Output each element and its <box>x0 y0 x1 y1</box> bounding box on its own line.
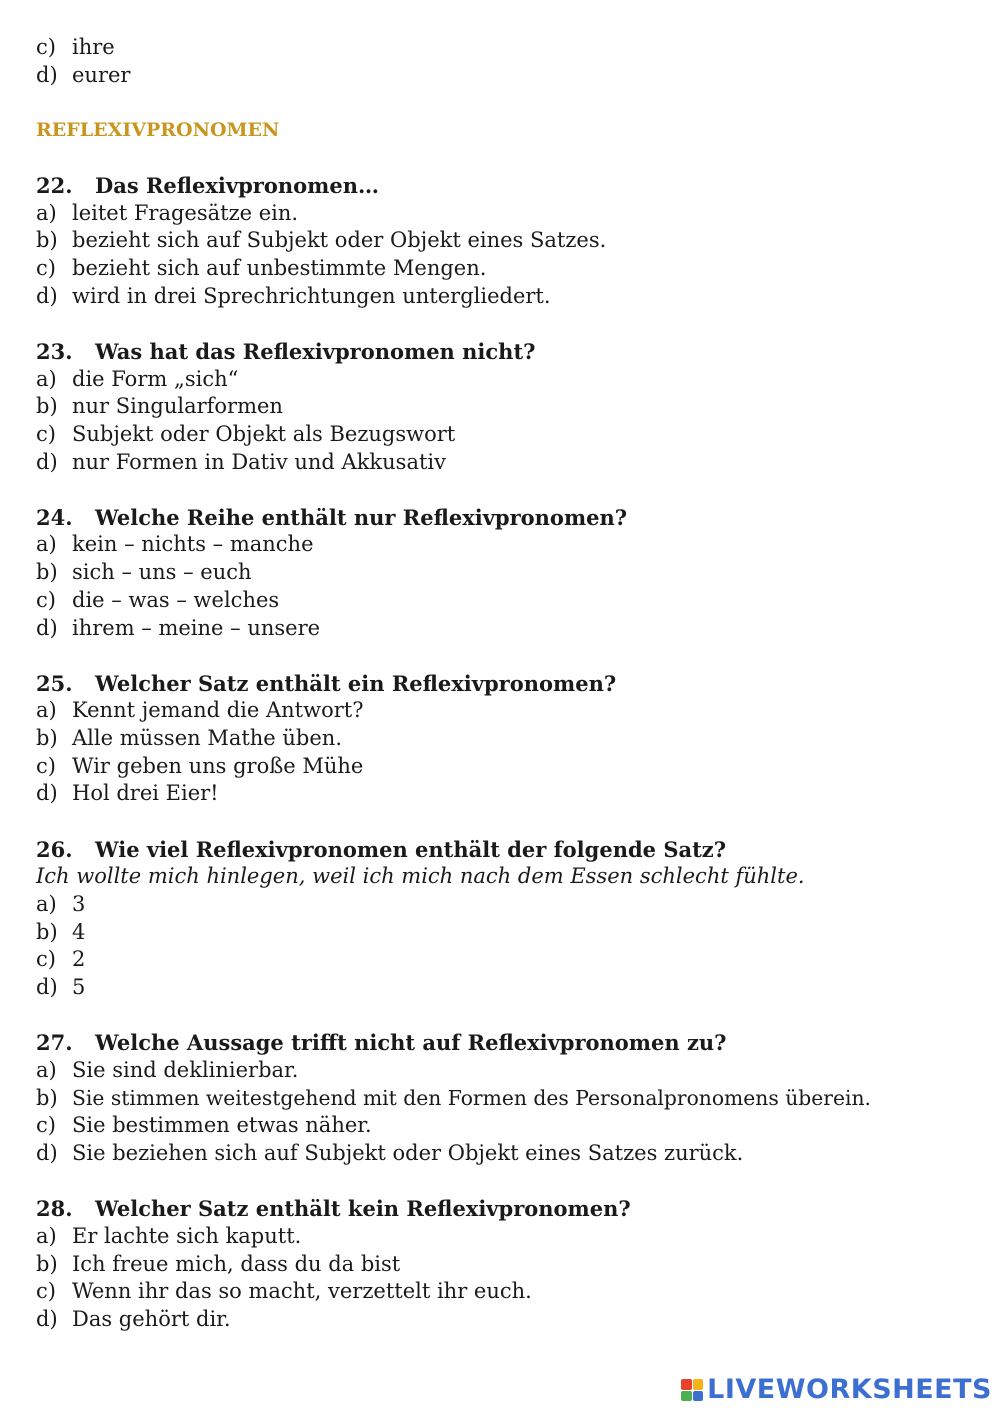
option-text: leitet Fragesätze ein. <box>72 200 299 225</box>
answer-option[interactable] <box>36 615 970 643</box>
answer-option[interactable] <box>36 697 970 725</box>
answer-option[interactable] <box>36 919 970 947</box>
option-letter: c) <box>36 587 56 612</box>
section-title: REFLEXIVPRONOMEN <box>36 119 280 142</box>
option-text: Sie stimmen weitestgehend mit den Formen des Personalpronomens überein. <box>72 1085 871 1110</box>
question-22 <box>36 172 970 310</box>
option-text: 5 <box>72 975 86 1000</box>
answer-option[interactable] <box>36 1223 970 1251</box>
example-sentence: Ich wollte mich hinlegen, weil ich mich nach dem Essen schlecht fühlte. <box>36 864 805 889</box>
answer-option[interactable] <box>36 200 970 228</box>
option-letter: b) <box>36 394 58 419</box>
answer-option[interactable] <box>36 227 970 255</box>
answer-option[interactable] <box>36 1251 970 1279</box>
question-text: Welcher Satz enthält kein Reflexivpronomen? <box>95 1196 631 1222</box>
option-text: kein – nichts – manche <box>72 532 314 557</box>
question-number: 28. <box>36 1196 73 1222</box>
answer-option[interactable] <box>36 1057 970 1085</box>
answer-option[interactable] <box>36 1085 970 1113</box>
answer-option[interactable] <box>36 780 970 808</box>
question-number: 25. <box>36 670 73 696</box>
answer-option[interactable] <box>36 393 970 421</box>
question-text: Was hat das Reflexivpronomen nicht? <box>95 338 536 364</box>
option-letter: a) <box>36 532 57 557</box>
option-text: wird in drei Sprechrichtungen untergliedert. <box>72 283 551 308</box>
option-text: Das gehört dir. <box>72 1306 231 1331</box>
answer-option[interactable] <box>36 891 970 919</box>
option-text: Er lachte sich kaputt. <box>72 1223 302 1248</box>
option-text: bezieht sich auf unbestimmte Mengen. <box>72 255 487 280</box>
option-letter: d) <box>36 1141 58 1165</box>
answer-option[interactable] <box>36 1278 970 1306</box>
answer-option[interactable] <box>36 449 970 477</box>
option-letter: a) <box>36 366 57 391</box>
question-26 <box>36 836 970 1002</box>
option-text: Hol drei Eier! <box>72 781 219 806</box>
question-heading <box>36 504 970 532</box>
answer-option[interactable] <box>36 421 970 449</box>
option-text: Ich freue mich, dass du da bist <box>72 1251 401 1276</box>
option-letter: d) <box>36 283 58 308</box>
option-text: bezieht sich auf Subjekt oder Objekt eines Satzes. <box>72 228 607 253</box>
option-letter: d) <box>36 975 58 1000</box>
option-letter: c) <box>36 1279 56 1304</box>
option-letter: b) <box>36 560 58 585</box>
question-heading <box>36 836 970 864</box>
question-heading <box>36 172 970 200</box>
question-28 <box>36 1195 970 1333</box>
option-text: 4 <box>72 919 86 944</box>
option-text: 3 <box>72 892 86 916</box>
option-text: nur Formen in Dativ und Akkusativ <box>72 449 447 474</box>
answer-option[interactable] <box>36 366 970 394</box>
option-letter: b) <box>36 1251 58 1276</box>
option-text: ihre <box>72 35 115 59</box>
worksheet-page <box>36 34 970 1334</box>
option-letter: a) <box>36 1057 57 1082</box>
option-text: Subjekt oder Objekt als Bezugswort <box>72 421 456 446</box>
option-letter: c) <box>36 35 56 59</box>
option-letter: c) <box>36 753 56 778</box>
question-text: Welche Aussage trifft nicht auf Reflexivpronomen zu? <box>95 1030 727 1056</box>
option-text: die Form „sich“ <box>72 366 239 391</box>
option-text: Kennt jemand die Antwort? <box>72 698 364 723</box>
answer-option[interactable] <box>36 974 970 1002</box>
answer-option[interactable] <box>36 1140 970 1168</box>
option-letter: b) <box>36 919 58 944</box>
question-24 <box>36 504 970 642</box>
option-letter: b) <box>36 1085 58 1110</box>
option-text: 2 <box>72 947 86 972</box>
option-letter: a) <box>36 200 57 225</box>
option-letter: c) <box>36 947 56 972</box>
question-number: 22. <box>36 172 73 198</box>
option-letter: b) <box>36 228 58 253</box>
continuation-options <box>36 34 970 89</box>
question-number: 27. <box>36 1030 73 1056</box>
option-letter: d) <box>36 615 58 640</box>
question-number: 26. <box>36 836 73 862</box>
question-23 <box>36 338 970 476</box>
option-text: eurer <box>72 62 131 87</box>
option-text: die – was – welches <box>72 587 280 612</box>
answer-option[interactable] <box>36 1112 970 1140</box>
question-heading <box>36 1029 970 1057</box>
answer-option[interactable] <box>36 753 970 781</box>
option-letter: a) <box>36 892 57 916</box>
option-letter: c) <box>36 421 56 446</box>
liveworksheets-logo[interactable] <box>681 1375 992 1405</box>
logo-text: LIVEWORKSHEETS <box>707 1374 992 1405</box>
option-letter: a) <box>36 1223 57 1248</box>
option-d <box>36 62 970 90</box>
question-27 <box>36 1029 970 1167</box>
question-heading <box>36 338 970 366</box>
question-number: 24. <box>36 504 73 530</box>
option-letter: d) <box>36 1306 58 1331</box>
answer-option[interactable] <box>36 559 970 587</box>
option-text: Sie sind deklinierbar. <box>72 1057 299 1082</box>
option-letter: d) <box>36 62 58 87</box>
option-letter: d) <box>36 449 58 474</box>
option-c <box>36 34 970 62</box>
answer-option[interactable] <box>36 587 970 615</box>
question-25 <box>36 670 970 808</box>
option-text: Sie bestimmen etwas näher. <box>72 1113 372 1138</box>
option-letter: c) <box>36 255 56 280</box>
question-number: 23. <box>36 338 73 364</box>
liveworksheets-logo-icon <box>681 1379 703 1401</box>
question-heading <box>36 1195 970 1223</box>
answer-option[interactable] <box>36 255 970 283</box>
option-text: Sie beziehen sich auf Subjekt oder Objekt eines Satzes zurück. <box>72 1141 744 1165</box>
question-text: Das Reflexivpronomen… <box>95 172 379 198</box>
option-letter: b) <box>36 726 58 751</box>
question-text: Wie viel Reflexivpronomen enthält der folgende Satz? <box>95 836 727 862</box>
answer-option[interactable] <box>36 531 970 559</box>
answer-option[interactable] <box>36 725 970 753</box>
option-text: Alle müssen Mathe üben. <box>72 726 343 751</box>
question-text: Welche Reihe enthält nur Reflexivpronomen? <box>95 504 628 530</box>
question-text: Welcher Satz enthält ein Reflexivpronomen? <box>95 670 617 696</box>
option-text: sich – uns – euch <box>72 560 252 585</box>
option-text: Wenn ihr das so macht, verzettelt ihr euch. <box>72 1279 532 1304</box>
option-text: Wir geben uns große Mühe <box>72 753 364 778</box>
option-text: nur Singularformen <box>72 394 283 419</box>
option-letter: d) <box>36 781 58 806</box>
option-letter: c) <box>36 1113 56 1138</box>
answer-option[interactable] <box>36 283 970 311</box>
option-letter: a) <box>36 698 57 723</box>
question-heading <box>36 670 970 698</box>
answer-option[interactable] <box>36 946 970 974</box>
answer-option[interactable] <box>36 1306 970 1334</box>
option-text: ihrem – meine – unsere <box>72 615 321 640</box>
